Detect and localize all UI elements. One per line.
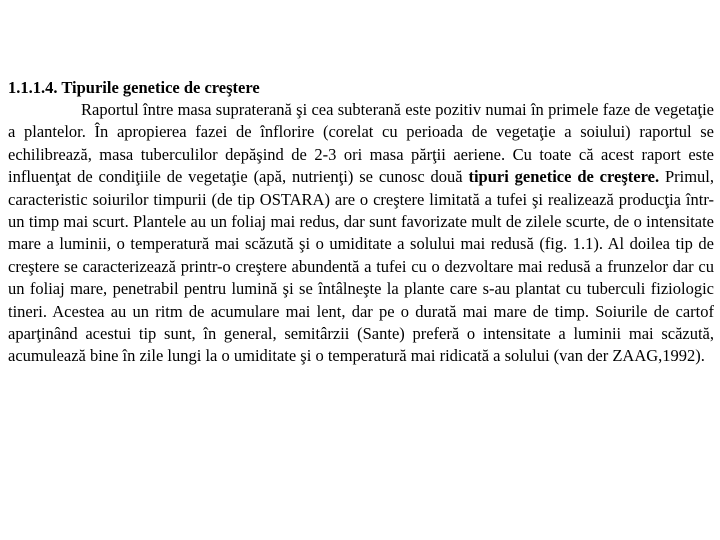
paragraph-text-part-1: Raportul între masa supraterană şi cea subterană este pozitiv numai în primele faze de vegetaţie a plantelor. În apropierea fazei de înflorire (corelat cu perioada de vegetaţie a soiului) raportul se echilibrează, masa tuberculilor depăşind de 2-3 ori masa părţii aeriene. Cu toate că acest raport este influenţat de condiţiile de vegetaţie (apă, nutrienţi) se cunosc două xyxy=(8,100,714,187)
document-page xyxy=(8,77,714,368)
section-paragraph xyxy=(8,99,714,368)
paragraph-emphasis: tipuri genetice de creştere. xyxy=(468,167,660,187)
section-heading: 1.1.1.4. Tipurile genetice de creştere xyxy=(8,78,260,97)
paragraph-text-part-2: Primul, caracteristic soiurilor timpurii (de tip OSTARA) are o creştere limitată a tufei şi realizează producţia într-un timp mai scurt. Plantele au un foliaj mai redus, dar sunt favorizate mult de zilele scurte, de o intensitate mare a luminii, o temperatură mai scăzută şi o umiditate a solului mai redusă (fig. 1.1). Al doilea tip de creştere se caracterizează printr-o creştere abundentă a tufei cu o dezvoltare mai redusă a frunzelor dar cu un foliaj mare, penetrabil pentru lumină şi se întâlneşte la plante care s-au plantat cu tuberculi fiziologic tineri. Acestea au un ritm de acumulare mai lent, dar pe o durată mai mare de timp. Soiurile de cartof aparţinând acestui tip sunt, în general, semitârzii (Sante) preferă o intensitate a luminii mai scăzută, acumulează bine în zile lungi la o umiditate şi o temperatură mai ridicată a solului (van der ZAAG,1992). xyxy=(8,167,714,366)
